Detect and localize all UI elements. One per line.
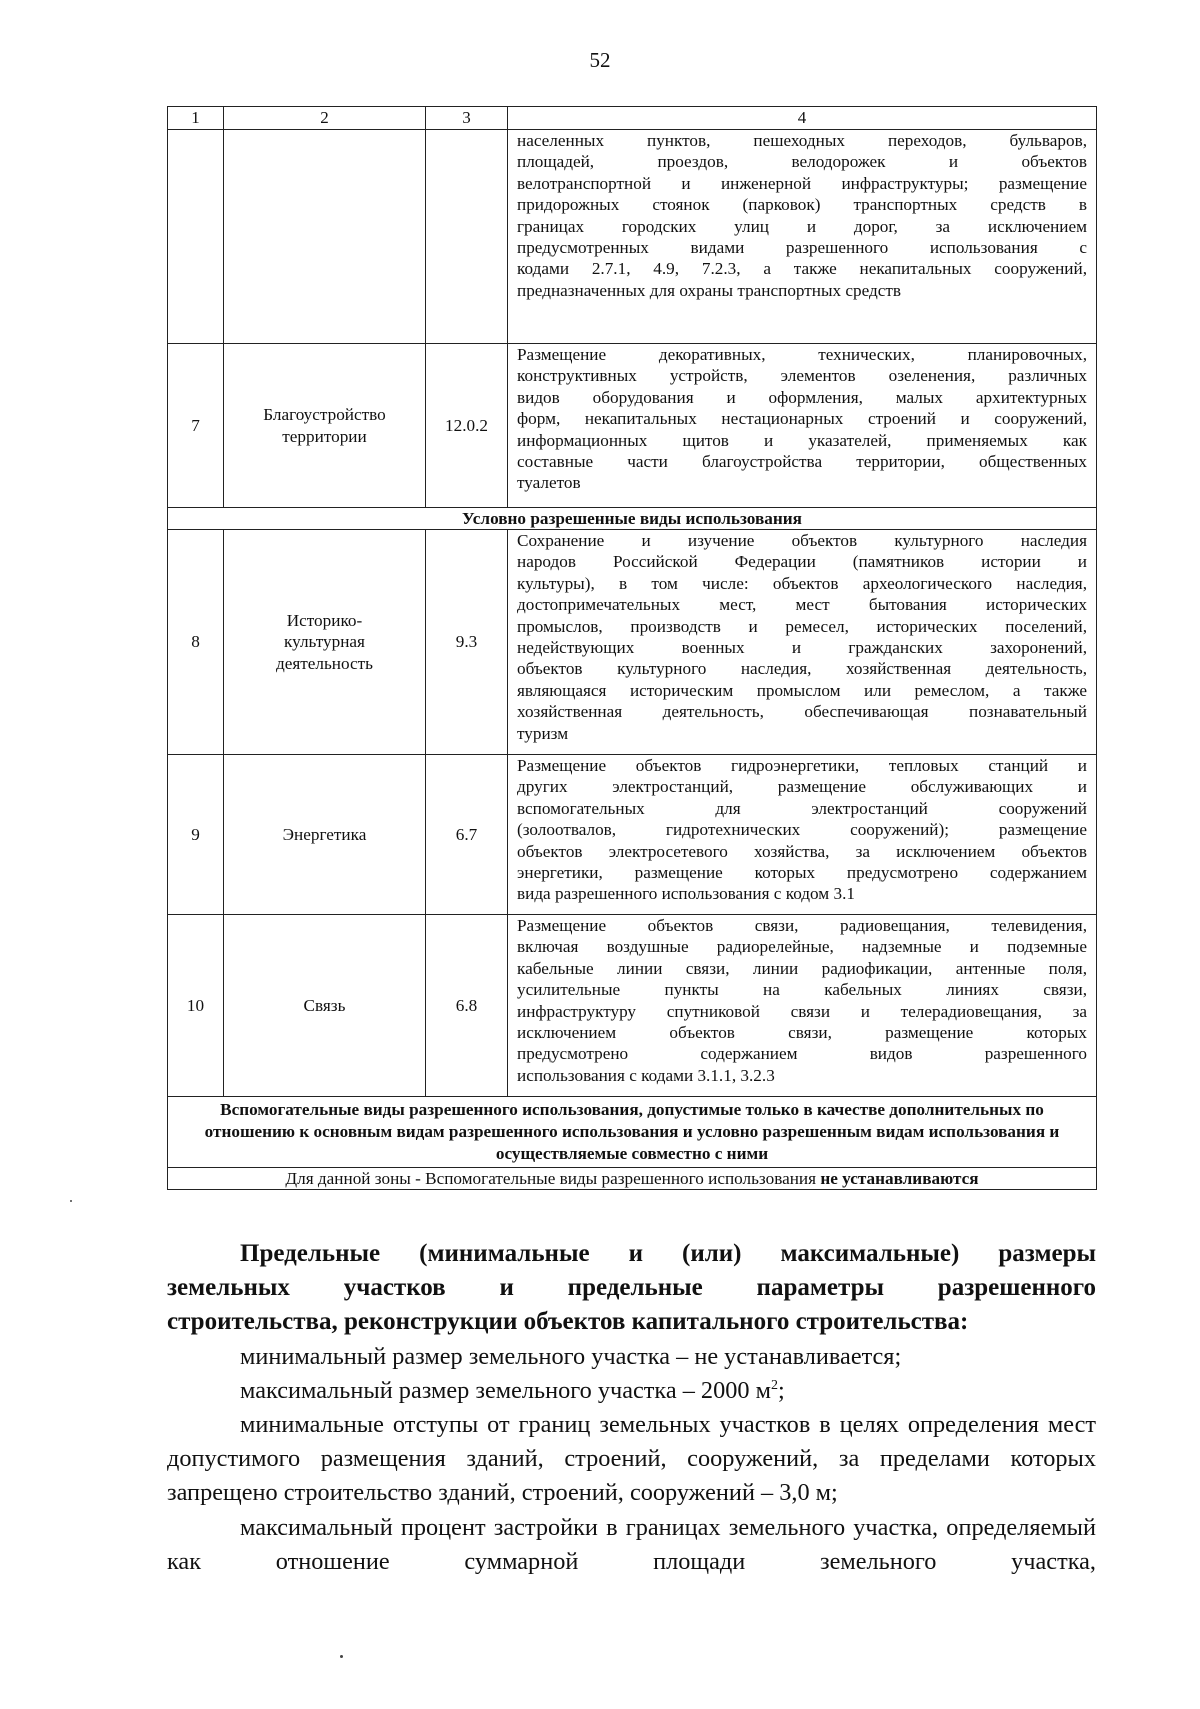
coverage-paragraph: максимальный процент застройки в границах земельного участка, определяемый как отношение суммарной площади земельного участка, (167, 1513, 1096, 1575)
description-line: предназначенных для охраны транспортных средств (517, 280, 902, 300)
row-name-cell: Историко-культурная деятельность (224, 530, 426, 755)
min-size-paragraph: минимальный размер земельного участка – не устанавливается; (240, 1342, 902, 1370)
header-cell: 2 (224, 107, 426, 130)
section-title: Вспомогательные виды разрешенного использования, допустимые только в качестве дополнительных по отношению к основным видам разрешенного использования и условно разрешенным видам использования и осуществляемые совместно с ними (168, 1097, 1097, 1168)
description-line: объектов культурного наследия, хозяйственная деятельность, (517, 659, 1087, 679)
max-size-paragraph (167, 1374, 1096, 1408)
description-line: включая воздушные радиорелейные, надземные и подземные (517, 937, 1087, 957)
max-size-text: максимальный размер земельного участка – 2000 м (240, 1376, 771, 1404)
description-line: энергетики, размещение которых предусмотрено содержанием (517, 863, 1087, 883)
parameters-heading (167, 1237, 1096, 1340)
footer-text-bold: не устанавливаются (820, 1168, 979, 1188)
footer-cell (168, 1168, 1097, 1190)
description-line: промыслов, производств и ремесел, исторических поселений, (517, 616, 1087, 636)
description-line: кабельные линии связи, линии радиофикации, антенные поля, (517, 958, 1087, 978)
row-code-cell (426, 130, 508, 344)
max-size-suffix: ; (777, 1376, 785, 1404)
section-row-auxiliary (168, 1097, 1097, 1168)
row-name-cell: Благоустройство территории (224, 344, 426, 508)
description-line: вида разрешенного использования с кодом 3.1 (517, 884, 855, 904)
description-line: Размещение объектов связи, радиовещания, телевидения, (517, 916, 1087, 935)
row-name-cell (224, 130, 426, 344)
description-line: Сохранение и изучение объектов культурного наследия (517, 531, 1087, 550)
table-row (168, 530, 1097, 755)
table-row (168, 344, 1097, 508)
description-line: использования с кодами 3.1.1, 3.2.3 (517, 1065, 775, 1085)
description-line: видов оборудования и оформления, малых архитектурных (517, 387, 1087, 407)
setbacks-paragraph: минимальные отступы от границ земельных участков в целях определения мест допустимого размещения зданий, строений, сооружений, за пределами которых запрещено строительство зданий, строений, сооружений – 3,0 м; (167, 1411, 1096, 1507)
footer-row (168, 1168, 1097, 1190)
heading-line: Предельные (минимальные и (или) максимальные) размеры (240, 1240, 1096, 1267)
row-description-cell (508, 915, 1097, 1097)
row-description-cell (508, 530, 1097, 755)
heading-line: земельных участков и предельные параметры разрешенного (167, 1274, 1096, 1302)
description-line: форм, некапитальных нестационарных строений и сооружений, (517, 409, 1087, 429)
description-line: предусмотрено содержанием видов разрешенного (517, 1044, 1087, 1064)
description-line: хозяйственная деятельность, обеспечивающая познавательный (517, 702, 1087, 722)
description-line: туалетов (517, 473, 581, 493)
row-number-cell: 8 (168, 530, 224, 755)
heading-line: строительства, реконструкции объектов капитального строительства: (167, 1308, 969, 1336)
table-header-row (168, 107, 1097, 130)
description-line: туризм (517, 723, 569, 743)
row-number-cell: 10 (168, 915, 224, 1097)
row-number-cell: 9 (168, 755, 224, 915)
header-cell: 4 (508, 107, 1097, 130)
description-line: Размещение декоративных, технических, планировочных, (517, 345, 1087, 364)
description-line: объектов электросетевого хозяйства, за исключением объектов (517, 841, 1087, 861)
land-use-table (167, 106, 1097, 1190)
description-line: вспомогательных для электростанций сооружений (517, 798, 1087, 818)
row-code-cell: 12.0.2 (426, 344, 508, 508)
description-line: усилительные пункты на кабельных линиях связи, (517, 980, 1087, 1000)
header-cell: 3 (426, 107, 508, 130)
row-description-cell (508, 130, 1097, 344)
description-line: культуры), в том числе: объектов археологического наследия, (517, 573, 1087, 593)
footer-text: Для данной зоны - Вспомогательные виды разрешенного использования (285, 1168, 821, 1188)
description-line: предусмотренных видами разрешенного использования с (517, 238, 1087, 258)
table-row (168, 755, 1097, 915)
superscript: 2 (770, 1377, 778, 1393)
description-line: границах городских улиц и дорог, за исключением (517, 216, 1087, 236)
description-line: велотранспортной и инженерной инфраструктуры; размещение (517, 173, 1087, 193)
description-line: (золоотвалов, гидротехнических сооружений); размещение (517, 820, 1087, 840)
page-number: 52 (589, 48, 611, 72)
description-line: площадей, проездов, велодорожек и объектов (517, 152, 1087, 172)
row-number-cell (168, 130, 224, 344)
row-code-cell: 6.7 (426, 755, 508, 915)
description-line: исключением объектов связи, размещение которых (517, 1023, 1087, 1043)
table-row (168, 915, 1097, 1097)
scan-speck (340, 1655, 343, 1658)
row-description-cell (508, 344, 1097, 508)
row-number-cell: 7 (168, 344, 224, 508)
section-row-conditional (168, 508, 1097, 530)
description-line: населенных пунктов, пешеходных переходов, бульваров, (517, 131, 1087, 150)
header-cell: 1 (168, 107, 224, 130)
description-line: достопримечательных мест, мест бытования исторических (517, 595, 1087, 615)
row-name-cell: Связь (224, 915, 426, 1097)
description-line: Размещение объектов гидроэнергетики, тепловых станций и (517, 756, 1087, 775)
description-line: народов Российской Федерации (памятников истории и (517, 552, 1087, 572)
description-line: других электростанций, размещение обслуживающих и (517, 777, 1087, 797)
table-row-continuation (168, 130, 1097, 344)
description-line: информационных щитов и указателей, применяемых как (517, 430, 1087, 450)
row-name-cell: Энергетика (224, 755, 426, 915)
description-line: инфраструктуру спутниковой связи и телерадиовещания, за (517, 1001, 1087, 1021)
description-line: кодами 2.7.1, 4.9, 7.2.3, а также некапитальных сооружений, (517, 259, 1087, 279)
row-description-cell (508, 755, 1097, 915)
scan-speck (70, 1200, 72, 1202)
section-title: Условно разрешенные виды использования (168, 508, 1097, 530)
parameters-section (167, 1237, 1096, 1579)
description-line: являющаяся историческим промыслом или ремеслом, а также (517, 680, 1087, 700)
description-line: придорожных стоянок (парковок) транспортных средств в (517, 195, 1087, 215)
description-line: конструктивных устройств, элементов озеленения, различных (517, 366, 1087, 386)
description-line: недействующих военных и гражданских захоронений, (517, 638, 1087, 658)
row-code-cell: 9.3 (426, 530, 508, 755)
description-line: составные части благоустройства территории, общественных (517, 452, 1087, 472)
row-code-cell: 6.8 (426, 915, 508, 1097)
